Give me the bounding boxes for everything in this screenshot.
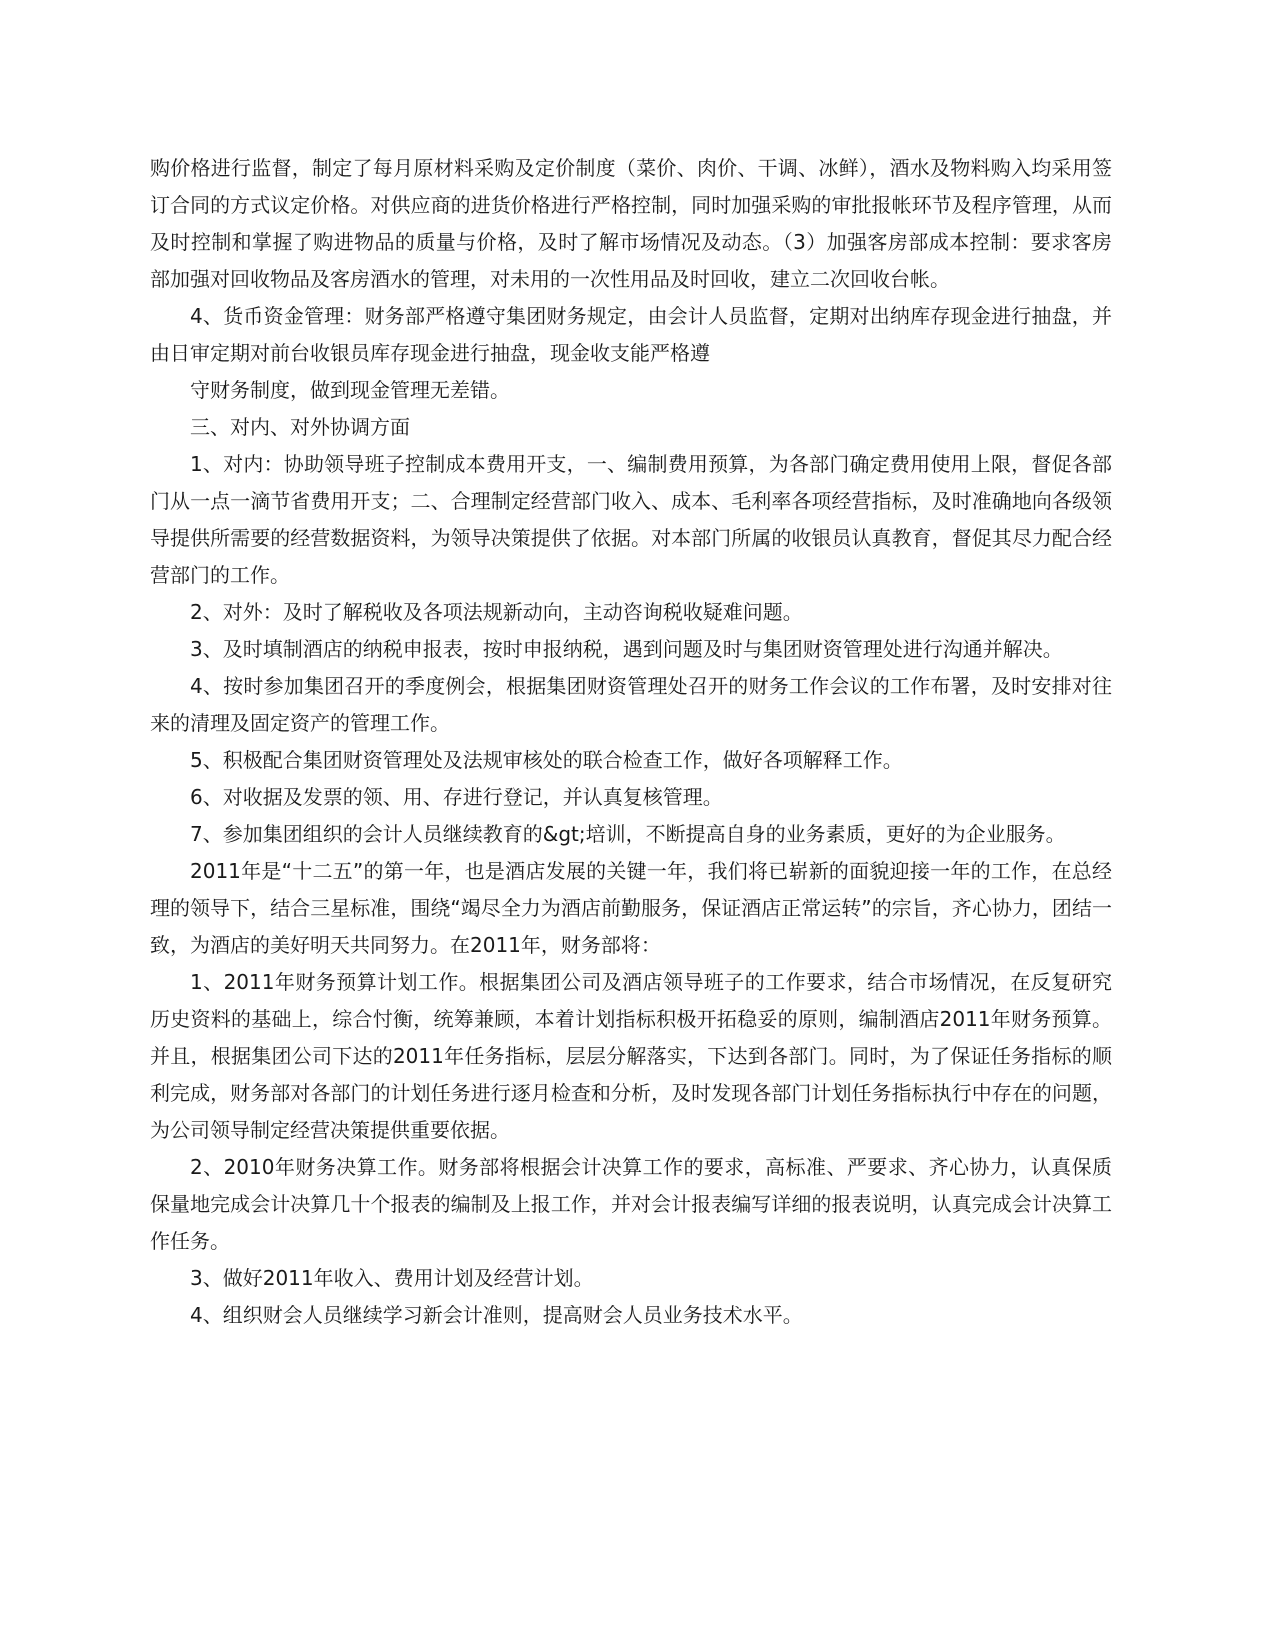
paragraph-final-accounts: 2、2010年财务决算工作。财务部将根据会计决算工作的要求，高标准、严要求、齐心协力，认真保质保量地完成会计决算几十个报表的编制及上报工作，并对会计报表编写详细的报表说明，认真完成会计决算工作任务。 xyxy=(150,1155,1112,1253)
paragraph-procurement-cont: 购价格进行监督，制定了每月原材料采购及定价制度（菜价、肉价、干调、冰鲜），酒水及物料购入均采用签订合同的方式议定价格。对供应商的进货价格进行严格控制，同时加强采购的审批报帐环节及程序管理，从而及时控制和掌握了购进物品的质量与价格，及时了解市场情况及动态。（3）加强客房部成本控制：要求客房部加强对回收物品及客房酒水的管理，对未用的一次性用品及时回收，建立二次回收台帐。 xyxy=(150,156,1112,291)
paragraph-receipts: 6、对收据及发票的领、用、存进行登记，并认真复核管理。 xyxy=(190,785,723,809)
paragraph-revenue-plan: 3、做好2011年收入、费用计划及经营计划。 xyxy=(190,1266,594,1290)
paragraph-staff-training: 4、组织财会人员继续学习新会计准则，提高财会人员业务技术水平。 xyxy=(190,1303,803,1327)
paragraph-quarterly-meeting: 4、按时参加集团召开的季度例会，根据集团财资管理处召开的财务工作会议的工作布署，及时安排对往来的清理及固定资产的管理工作。 xyxy=(150,674,1112,735)
paragraph-joint-inspection: 5、积极配合集团财资管理处及法规审核处的联合检查工作，做好各项解释工作。 xyxy=(190,748,903,772)
paragraph-cash-management: 4、货币资金管理：财务部严格遵守集团财务规定，由会计人员监督，定期对出纳库存现金进行抽盘，并由日审定期对前台收银员库存现金进行抽盘，现金收支能严格遵 xyxy=(150,304,1112,365)
paragraph-tax-filing: 3、及时填制酒店的纳税申报表，按时申报纳税，遇到问题及时与集团财资管理处进行沟通并解决。 xyxy=(190,637,1063,661)
document-body xyxy=(150,150,1112,1334)
paragraph-internal: 1、对内：协助领导班子控制成本费用开支，一、编制费用预算，为各部门确定费用使用上限，督促各部门从一点一滴节省费用开支；二、合理制定经营部门收入、成本、毛利率各项经营指标，及时准确地向各级领导提供所需要的经营数据资料，为领导决策提供了依据。对本部门所属的收银员认真教育，督促其尽力配合经营部门的工作。 xyxy=(150,452,1112,587)
section-heading-coordination: 三、对内、对外协调方面 xyxy=(190,415,410,439)
paragraph-external: 2、对外：及时了解税收及各项法规新动向，主动咨询税收疑难问题。 xyxy=(190,600,803,624)
paragraph-cash-management-cont: 守财务制度，做到现金管理无差错。 xyxy=(190,378,510,402)
paragraph-budget-plan: 1、2011年财务预算计划工作。根据集团公司及酒店领导班子的工作要求，结合市场情况，在反复研究历史资料的基础上，综合忖衡，统筹兼顾，本着计划指标积极开拓稳妥的原则，编制酒店2011年财务预算。并且，根据集团公司下达的2011年任务指标，层层分解落实，下达到各部门。同时，为了保证任务指标的顺利完成，财务部对各部门的计划任务进行逐月检查和分析，及时发现各部门计划任务指标执行中存在的问题，为公司领导制定经营决策提供重要依据。 xyxy=(150,970,1112,1142)
paragraph-training: 7、参加集团组织的会计人员继续教育的&gt;培训，不断提高自身的业务素质，更好的为企业服务。 xyxy=(190,822,1066,846)
paragraph-2011-outlook: 2011年是“十二五”的第一年，也是酒店发展的关键一年，我们将已崭新的面貌迎接一年的工作，在总经理的领导下，结合三星标准，围绕“竭尽全力为酒店前勤服务，保证酒店正常运转”的宗旨，齐心协力，团结一致，为酒店的美好明天共同努力。在2011年，财务部将： xyxy=(150,859,1112,957)
